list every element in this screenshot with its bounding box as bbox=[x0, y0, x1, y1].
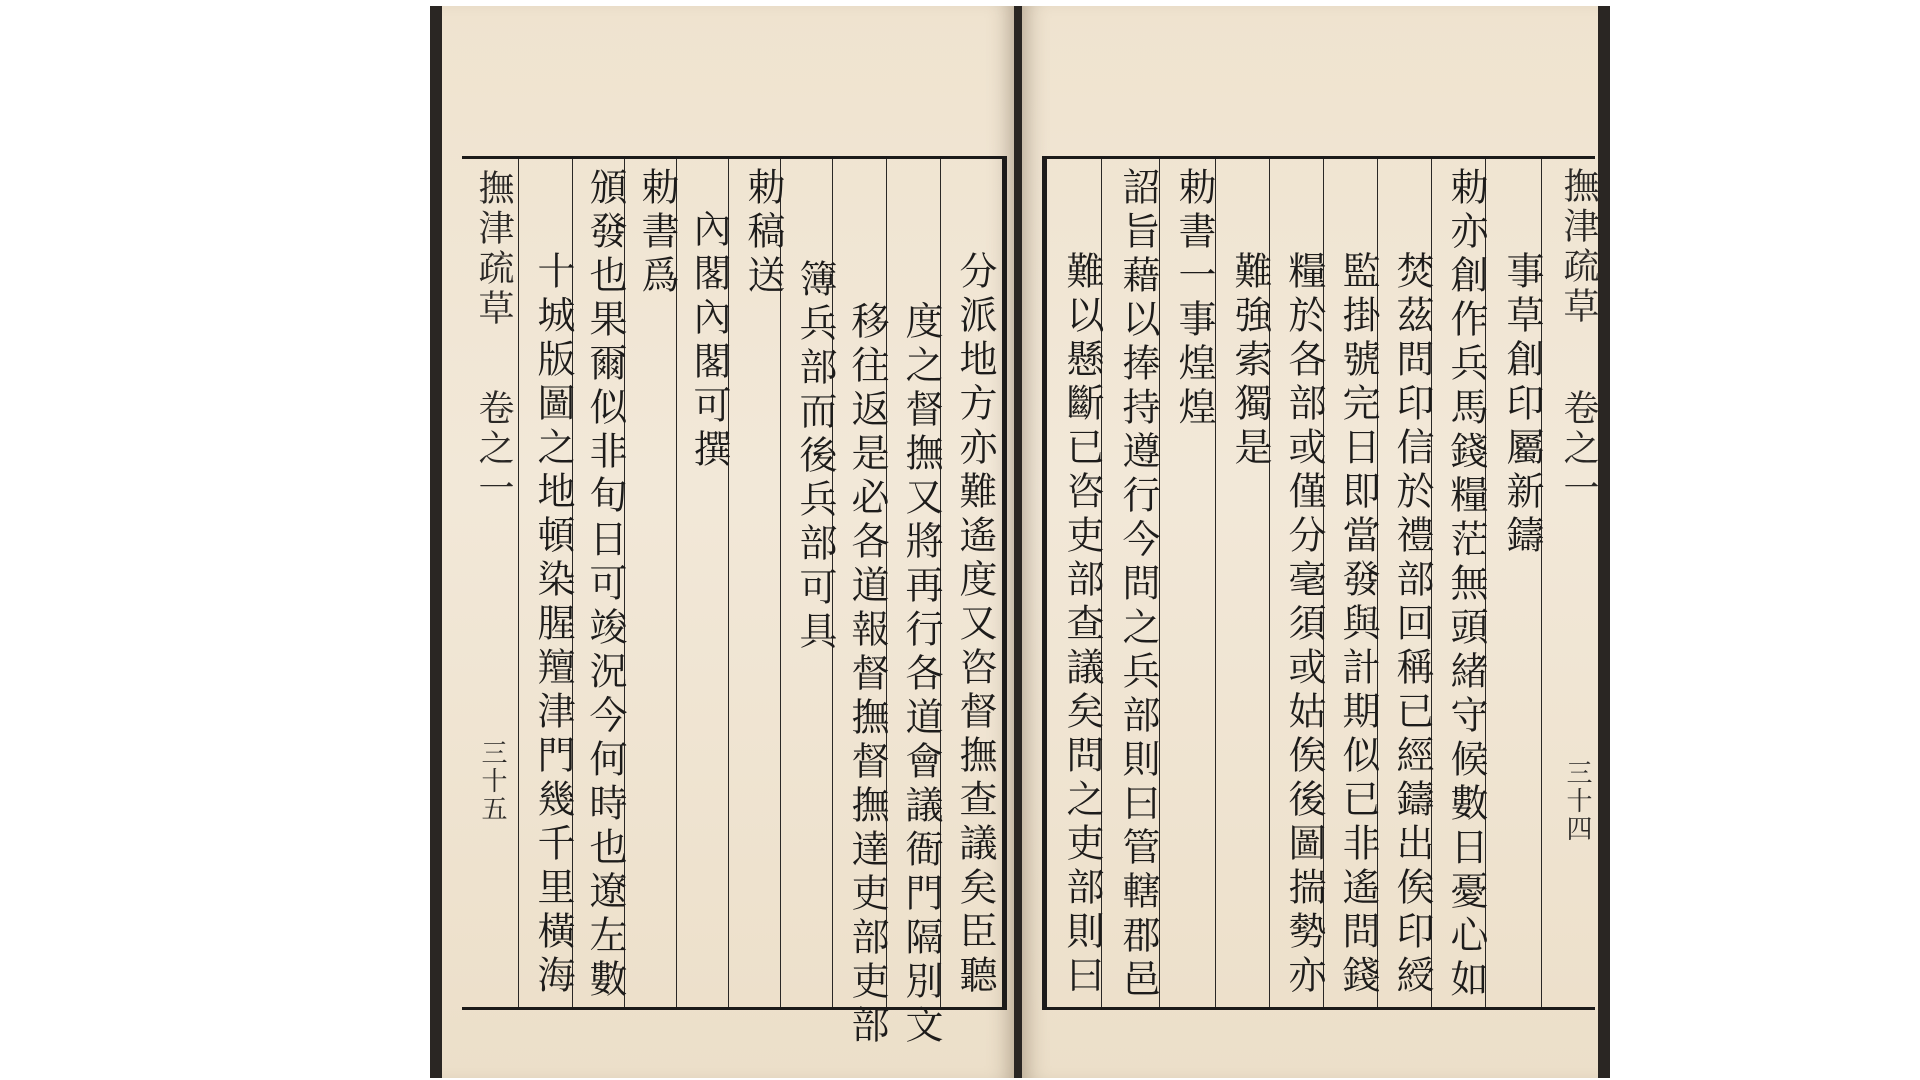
text-column: 勅書爲 bbox=[635, 167, 679, 299]
text-column: 糧於各部或僅分毫須或姑俟後圖揣勢亦 bbox=[1282, 251, 1326, 999]
text-column: 詔旨藉以捧持遵行今問之兵部則曰管轄郡邑 bbox=[1116, 167, 1160, 1003]
text-column: 簿兵部而後兵部可具 bbox=[793, 259, 837, 655]
text-column: 監掛號完日即當發與計期似已非遙問錢 bbox=[1336, 251, 1380, 999]
left-page-frame bbox=[462, 156, 1007, 1049]
text-column: 度之督撫又將再行各道會議衙門隔別文 bbox=[899, 301, 943, 1049]
text-column: 事草創印屬新鑄 bbox=[1500, 251, 1544, 559]
text-column: 移往返是必各道報督撫督撫達吏部吏部 bbox=[845, 301, 889, 1049]
text-column: 勅亦創作兵馬錢糧茫無頭緒守候數日憂心如 bbox=[1444, 167, 1488, 1003]
text-column: 分派地方亦難遙度又咨督撫查議矣臣聽 bbox=[953, 251, 997, 999]
text-column: 勅稿送 bbox=[741, 167, 785, 299]
page-number: 三十五 bbox=[477, 739, 507, 823]
text-column: 難強索獨是 bbox=[1228, 251, 1272, 471]
margin-volume: 卷之一 bbox=[1558, 389, 1599, 509]
text-column: 內閣內閣可撰 bbox=[687, 209, 731, 473]
book-spread bbox=[430, 6, 1610, 1078]
text-column: 頒發也果爾似非旬日可竣況今何時也遼左數 bbox=[583, 167, 627, 1003]
page-number: 三十四 bbox=[1562, 759, 1592, 843]
text-column: 十城版圖之地頓染腥羶津門幾千里橫海 bbox=[531, 251, 575, 999]
text-column: 難以懸斷已咨吏部查議矣問之吏部則曰 bbox=[1060, 251, 1104, 999]
margin-title: 撫津疏草 bbox=[1558, 167, 1599, 327]
left-page bbox=[442, 6, 1014, 1078]
text-column: 勅書一事煌煌 bbox=[1172, 167, 1216, 431]
text-column: 焚茲問印信於禮部回稱已經鑄出俟印綬 bbox=[1390, 251, 1434, 999]
margin-volume: 卷之一 bbox=[473, 389, 514, 509]
right-page-frame bbox=[1042, 156, 1599, 1010]
right-page bbox=[1022, 6, 1598, 1078]
margin-title: 撫津疏草 bbox=[473, 169, 514, 329]
